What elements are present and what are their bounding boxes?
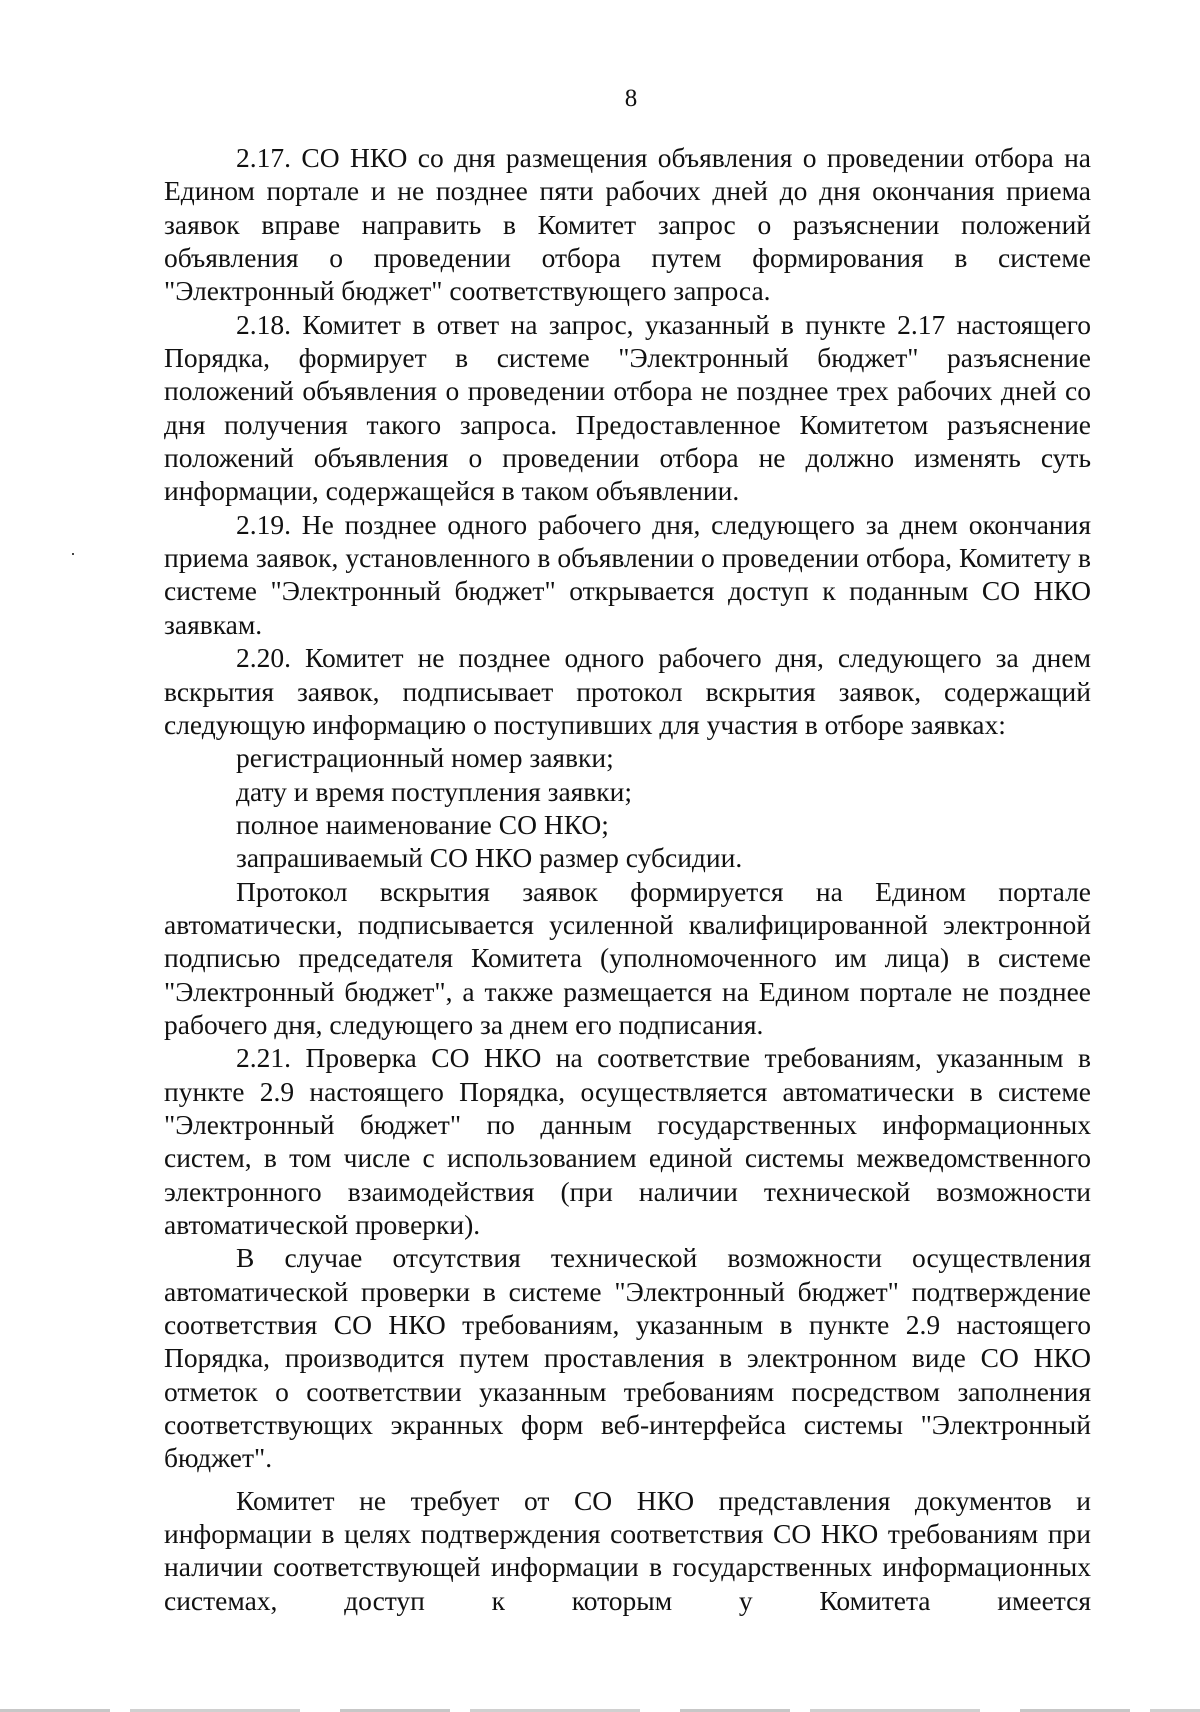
paragraph-2-20: 2.20. Комитет не позднее одного рабочего дня, следующего за днем вскрытия заявок, подписывает протокол вскрытия заявок, содержащий следующую информацию о поступивших для участия в отборе заявках: xyxy=(164,642,1091,740)
document-body xyxy=(164,141,1091,1617)
paragraph-2-18: 2.18. Комитет в ответ на запрос, указанный в пункте 2.17 настоящего Порядка, формирует в системе "Электронный бюджет" разъяснение положений объявления о проведении отбора не позднее трех рабочих дней со дня получения такого запроса. Предоставленное Комитетом разъяснение положений объявления о проведении отбора не должно изменять суть информации, содержащейся в таком объявлении. xyxy=(164,308,1091,507)
paragraph-2-17: 2.17. СО НКО со дня размещения объявления о проведении отбора на Едином портале и не позднее пяти рабочих дней до дня окончания приема заявок вправе направить в Комитет запрос о разъяснении положений объявления о проведении отбора путем формирования в системе "Электронный бюджет" соответствующего запроса. xyxy=(164,142,1091,307)
paragraph-no-technical-possibility: В случае отсутствия технической возможности осуществления автоматической проверки в системе "Электронный бюджет" подтверждение соответствия СО НКО требованиям, указанным в пункте 2.9 настоящего Порядка, производится путем проставления в электронном виде СО НКО отметок о соответствии указанным требованиям посредством заполнения соответствующих экранных форм веб-интерфейса системы "Электронный бюджет". xyxy=(164,1242,1091,1474)
paragraph-no-documents-required: Комитет не требует от СО НКО представления документов и информации в целях подтверждения соответствия СО НКО требованиям при наличии соответствующей информации в государственных информационных системах, доступ к которым у Комитета имеется xyxy=(164,1484,1091,1616)
list-item: регистрационный номер заявки; xyxy=(236,742,614,774)
paragraph-protocol: Протокол вскрытия заявок формируется на Едином портале автоматически, подписывается усиленной квалифицированной электронной подписью председателя Комитета (уполномоченного им лица) в системе "Электронный бюджет", а также размещается на Едином портале не позднее рабочего дня, следующего за днем его подписания. xyxy=(164,875,1091,1040)
list-item: дату и время поступления заявки; xyxy=(236,775,633,807)
list-item: полное наименование СО НКО; xyxy=(236,808,609,840)
paragraph-2-19: 2.19. Не позднее одного рабочего дня, следующего за днем окончания приема заявок, установленного в объявлении о проведении отбора, Комитету в системе "Электронный бюджет" открывается доступ к поданным СО НКО заявкам. xyxy=(164,508,1091,640)
paragraph-2-21: 2.21. Проверка СО НКО на соответствие требованиям, указанным в пункте 2.9 настоящего Порядка, осуществляется автоматически в системе "Электронный бюджет" по данным государственных информационных систем, в том числе с использованием единой системы межведомственного электронного взаимодействия (при наличии технической возможности автоматической проверки). xyxy=(164,1042,1091,1240)
list-item: запрашиваемый СО НКО размер субсидии. xyxy=(236,842,743,874)
scan-speck xyxy=(72,553,74,555)
page-number: 8 xyxy=(624,85,638,112)
